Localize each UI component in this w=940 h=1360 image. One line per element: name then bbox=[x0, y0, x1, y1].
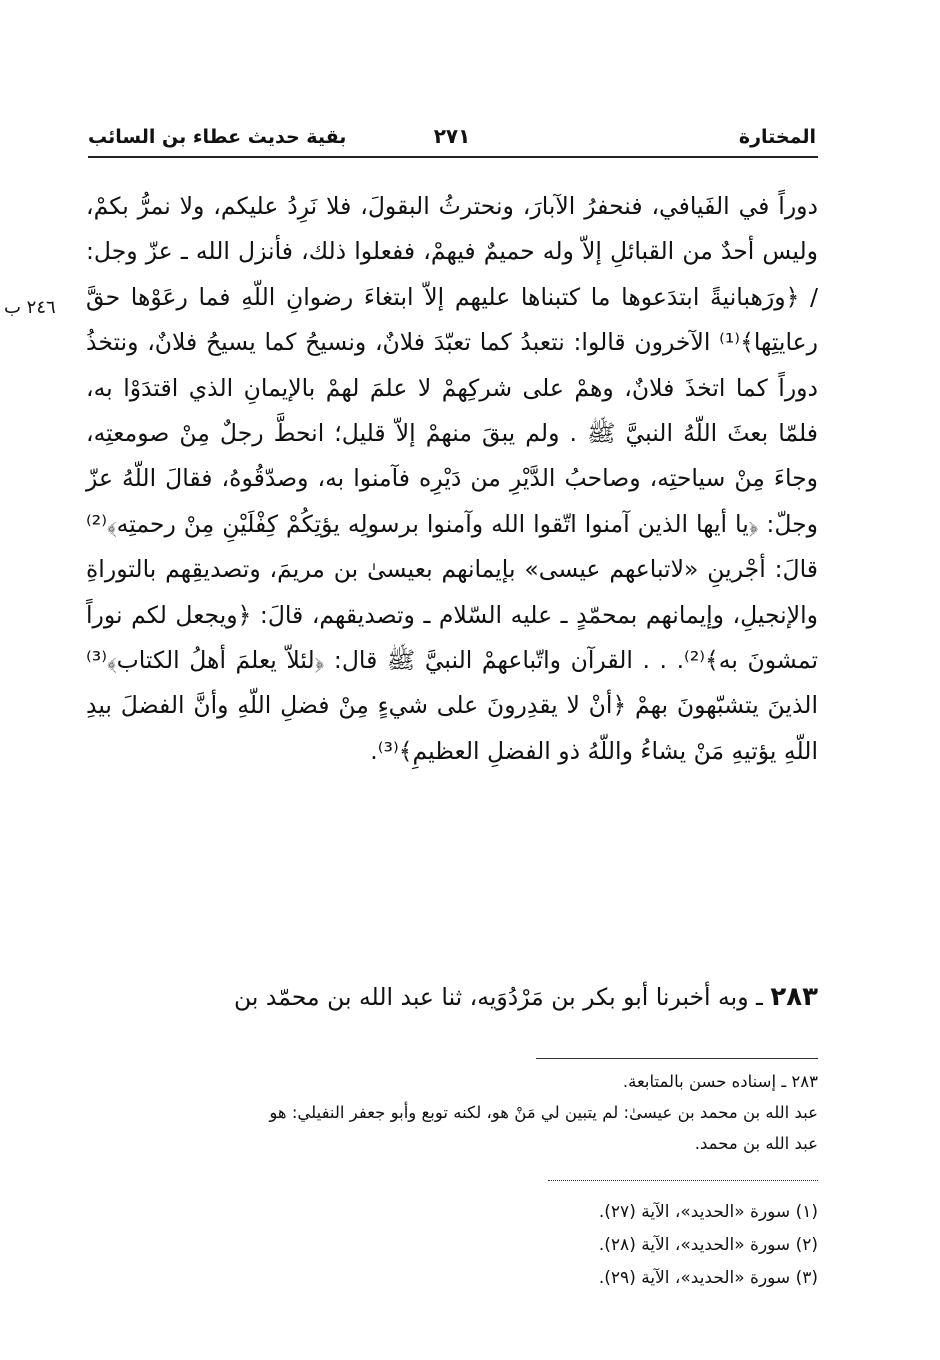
footnote-rule bbox=[536, 1058, 818, 1059]
footnote-commentary bbox=[86, 1066, 818, 1159]
header-rule bbox=[88, 156, 818, 158]
chapter-title: بقية حديث عطاء بن السائب bbox=[88, 126, 347, 148]
hadith-text: ـ وبه أخبرنا أبو بكر بن مَرْدُوَيه، ثنا عبد الله بن محمّد بن bbox=[234, 983, 763, 1011]
footnote-line: عبد الله بن محمد بن عيسىٰ: لم يتبين لي مَنْ هو، لكنه توبع وأبو جعفر النفيلي: هو bbox=[269, 1103, 818, 1122]
main-text bbox=[86, 184, 818, 774]
hadith-number: ٢٨٣ bbox=[770, 982, 818, 1012]
main-paragraph: دوراً في الفَيافي، فنحفرُ الآبارَ، ونحترثُ البقولَ، فلا نَرِدُ عليكم، ولا نمرُّ بكمْ، وليس أحدٌ من القبائلِ إلاّ وله حميمٌ فيهمْ، ففعلوا ذلك، فأنزل الله ـ عزّ وجل: / ﴿ورَهبانيةً ابتدَعوها ما كتبناها عليهم إلاّ ابتغاءَ رضوانِ اللّهِ فما رعَوْها حقَّ رعايتِها﴾⁽¹⁾ الآخرون قالوا: نتعبدُ كما تعبّدَ فلانٌ، ونسيحُ كما يسيحُ فلانٌ، ونتخذُ دوراً كما اتخذَ فلانٌ، وهمْ على شركِهمْ لا علمَ لهمْ بالإيمانِ الذي اقتدَوْا به، فلمّا بعثَ اللّهُ النبيَّ ﷺ . ولم يبقَ منهمْ إلاّ قليل؛ انحطَّ رجلٌ مِنْ صومعتِه، وجاءَ مِنْ سياحتِه، وصاحبُ الدَّيْرِ من دَيْرِه فآمنوا به، وصدّقُوهُ، فقالَ اللّهُ عزّ وجلّ: ﴿يا أيها الذين آمنوا اتّقوا الله وآمنوا برسولِه يؤتِكُمْ كِفْلَيْنِ مِنْ رحمتِه﴾⁽²⁾ قالَ: أجْرينِ «لاتباعهم عيسى» بإيمانهم بعيسىٰ بن مريمَ، وتصديقِهم بالتوراةِ والإنجيلِ، وإيمانهم بمحمّدٍ ـ عليه السّلام ـ وتصديقهم، قالَ: ﴿ويجعل لكم نوراً تمشونَ به﴾⁽²⁾. . . القرآن واتّباعهمْ النبيَّ ﷺ قال: ﴿لئلاّ يعلمَ أهلُ الكتاب﴾⁽³⁾ الذينَ يتشبّهونَ بهمْ ﴿أنْ لا يقدِرونَ على شيءٍ مِنْ فضلِ اللّهِ وأنَّ الفضلَ بيدِ اللّهِ يؤتيهِ مَنْ يشاءُ واللّهُ ذو الفضلِ العظيمِ﴾⁽³⁾. bbox=[86, 192, 818, 765]
book-title: المختارة bbox=[738, 126, 816, 148]
reference-note: (٢) سورة «الحديد»، الآية (٢٨). bbox=[598, 1235, 818, 1255]
reference-note: (٣) سورة «الحديد»، الآية (٢٩). bbox=[598, 1268, 818, 1288]
page-number: ٢٧١ bbox=[433, 124, 471, 148]
manuscript-folio-note: ٢٤٦ ب bbox=[4, 297, 56, 318]
quran-references bbox=[86, 1196, 818, 1295]
footnote-line: ٢٨٣ ـ إسناده حسن بالمتابعة. bbox=[622, 1072, 818, 1091]
footnote-line: عبد الله بن محمد. bbox=[694, 1134, 818, 1153]
hadith-entry bbox=[86, 975, 818, 1020]
running-header bbox=[88, 118, 816, 154]
reference-note: (١) سورة «الحديد»، الآية (٢٧). bbox=[598, 1202, 818, 1222]
notes-dotted-rule bbox=[548, 1180, 818, 1181]
